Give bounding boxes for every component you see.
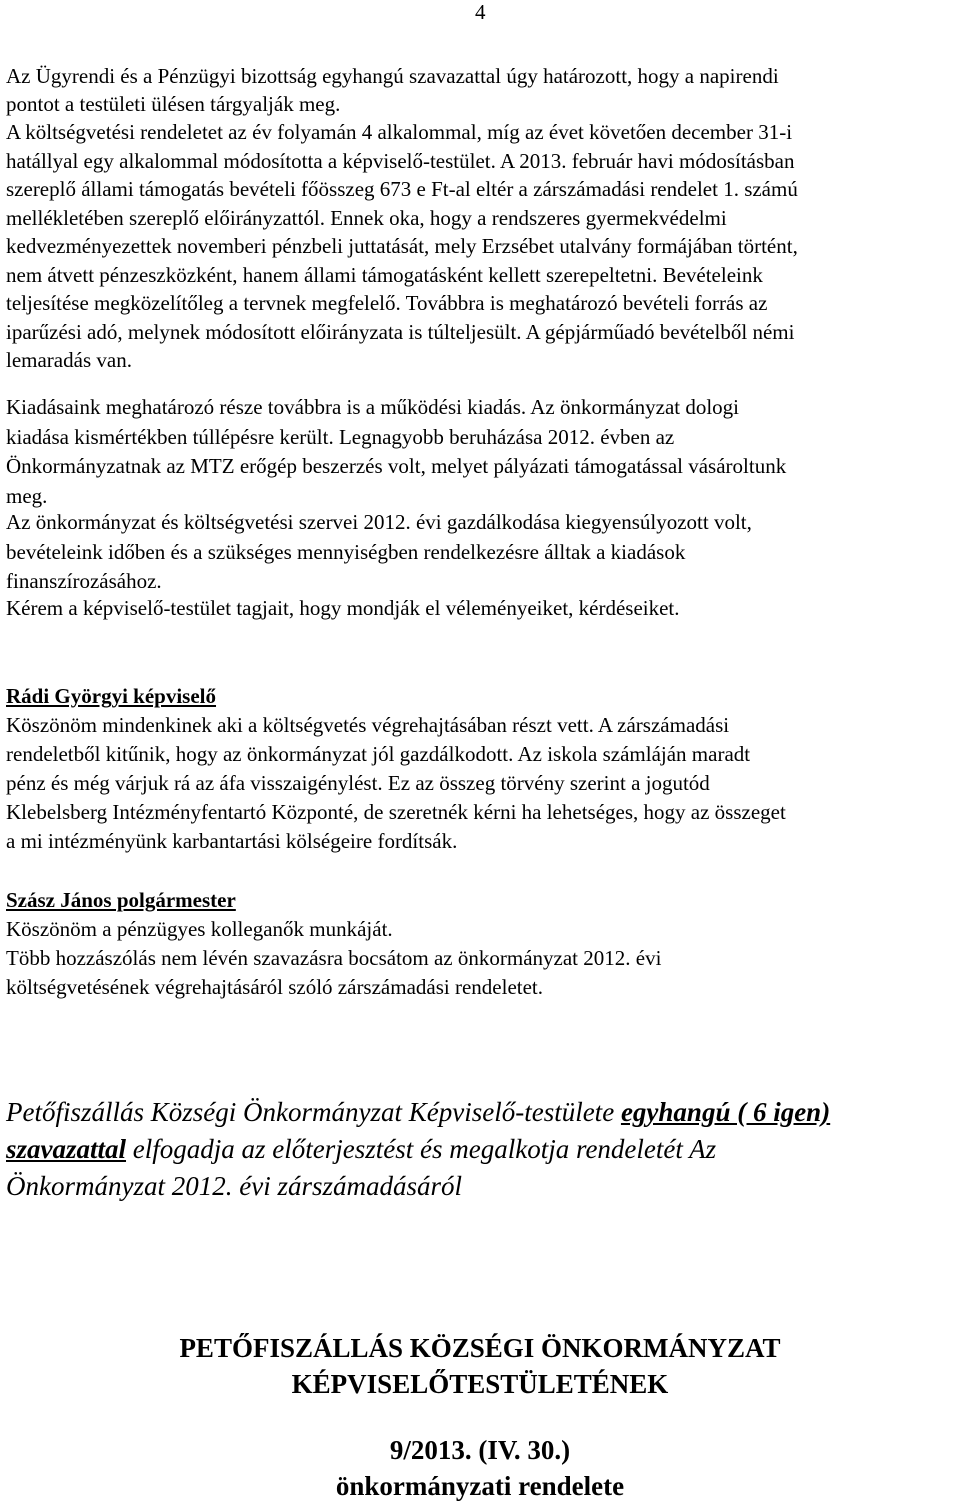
paragraph-expenditures (6, 393, 954, 511)
text-line: Önkormányzatnak az MTZ erőgép beszerzés volt, melyet pályázati támogatással vásároltunk (6, 454, 787, 478)
resolution-text (6, 1094, 956, 1205)
text-line: pontot a testületi ülésen tárgyalják meg. (6, 92, 341, 116)
decree-number (0, 1432, 960, 1504)
title-line: KÉPVISELŐTESTÜLETÉNEK (291, 1369, 669, 1399)
text-line: teljesítése megközelítőleg a tervnek megfelelő. Továbbra is meghatározó bevételi forrás az (6, 291, 768, 315)
text-line: meg. (6, 483, 48, 508)
text-line: bevételeink időben és a szükséges mennyiségben rendelkezésre álltak a kiadások (6, 539, 686, 564)
text-line: finanszírozásához. (6, 569, 162, 593)
text-line: nem átvett pénzeszközként, hanem állami támogatásként kellett szerepeltetni. Bevételeink (6, 262, 763, 287)
text-line: kiadása kismértékben túllépésre került. Legnagyobb beruházása 2012. évben az (6, 424, 675, 449)
resolution-part: Önkormányzat 2012. évi zárszámadásáról (6, 1171, 462, 1201)
text-line: Több hozzászólás nem lévén szavazásra bocsátom az önkormányzat 2012. évi (6, 946, 662, 970)
resolution-part: Petőfiszállás Községi Önkormányzat Képviselő-testülete (6, 1097, 621, 1127)
text-line: lemaradás van. (6, 348, 132, 372)
paragraph-request-opinions (6, 594, 954, 623)
paragraph-budget-amendments (6, 118, 954, 375)
text-line: szereplő állami támogatás bevételi főösszeg 673 e Ft-al eltér a zárszámadási rendelet 1. számú (6, 177, 798, 201)
vote-result: egyhangú ( 6 igen) (620, 1097, 831, 1127)
speaker-name: Rádi Györgyi képviselő (6, 684, 217, 708)
text-line: mellékletében szereplő előirányzattól. Ennek oka, hogy a rendszeres gyermekvédelmi (6, 205, 727, 230)
speaker-section-szasz (6, 886, 954, 1002)
title-line: 9/2013. (IV. 30.) (389, 1435, 571, 1465)
text-line: Kiadásaink meghatározó része továbbra is a működési kiadás. Az önkormányzat dologi (6, 395, 740, 419)
text-line: iparűzési adó, melynek módosított előirányzata is túlteljesült. A gépjárműadó bevételből némi (6, 319, 795, 344)
speaker-section-radi (6, 682, 954, 856)
text-line: Az Ügyrendi és a Pénzügyi bizottság egyhangú szavazattal úgy határozott, hogy a napirendi (6, 64, 779, 88)
resolution-part: elfogadja az előterjesztést és megalkotja rendeletét Az (126, 1134, 717, 1164)
text-line: A költségvetési rendeletet az év folyamán 4 alkalommal, míg az évet követően december 31-i (6, 120, 793, 144)
text-line: pénz és még várjuk rá az áfa visszaigénylést. Ez az összeg törvény szerint a jogutód (6, 771, 710, 795)
speaker-name: Szász János polgármester (6, 888, 236, 912)
text-line: Kérem a képviselő-testület tagjait, hogy mondják el véleményeiket, kérdéseiket. (6, 596, 680, 620)
text-line: a mi intézményünk karbantartási kölségeire fordítsák. (6, 829, 458, 853)
title-line: önkormányzati rendelete (335, 1471, 625, 1501)
text-line: Köszönöm mindenkinek aki a költségvetés végrehajtásában részt vett. A zárszámadási (6, 713, 730, 737)
text-line: Az önkormányzat és költségvetési szervei 2012. évi gazdálkodása kiegyensúlyozott volt, (6, 510, 752, 534)
text-line: Köszönöm a pénzügyes kolleganők munkáját. (6, 917, 393, 941)
paragraph-balanced-management (6, 508, 954, 597)
text-line: rendeletből kitűnik, hogy az önkormányzat jól gazdálkodott. Az iskola számláján maradt (6, 742, 751, 766)
vote-label: szavazattal (6, 1134, 127, 1164)
text-line: kedvezményezettek novemberi pénzbeli juttatását, mely Erzsébet utalvány formájában történt, (6, 234, 798, 258)
text-line: hatállyal egy alkalommal módosította a képviselő-testület. A 2013. február havi módosításban (6, 148, 795, 173)
text-line: Klebelsberg Intézményfentartó Központé, de szeretnék kérni ha lehetséges, hogy az összeget (6, 800, 786, 824)
title-line: PETŐFISZÁLLÁS KÖZSÉGI ÖNKORMÁNYZAT (179, 1333, 781, 1363)
text-line: költségvetésének végrehajtásáról szóló zárszámadási rendeletet. (6, 975, 544, 999)
page-number: 4 (475, 0, 486, 24)
paragraph-committee-decision (6, 62, 954, 118)
decree-title (0, 1330, 960, 1402)
